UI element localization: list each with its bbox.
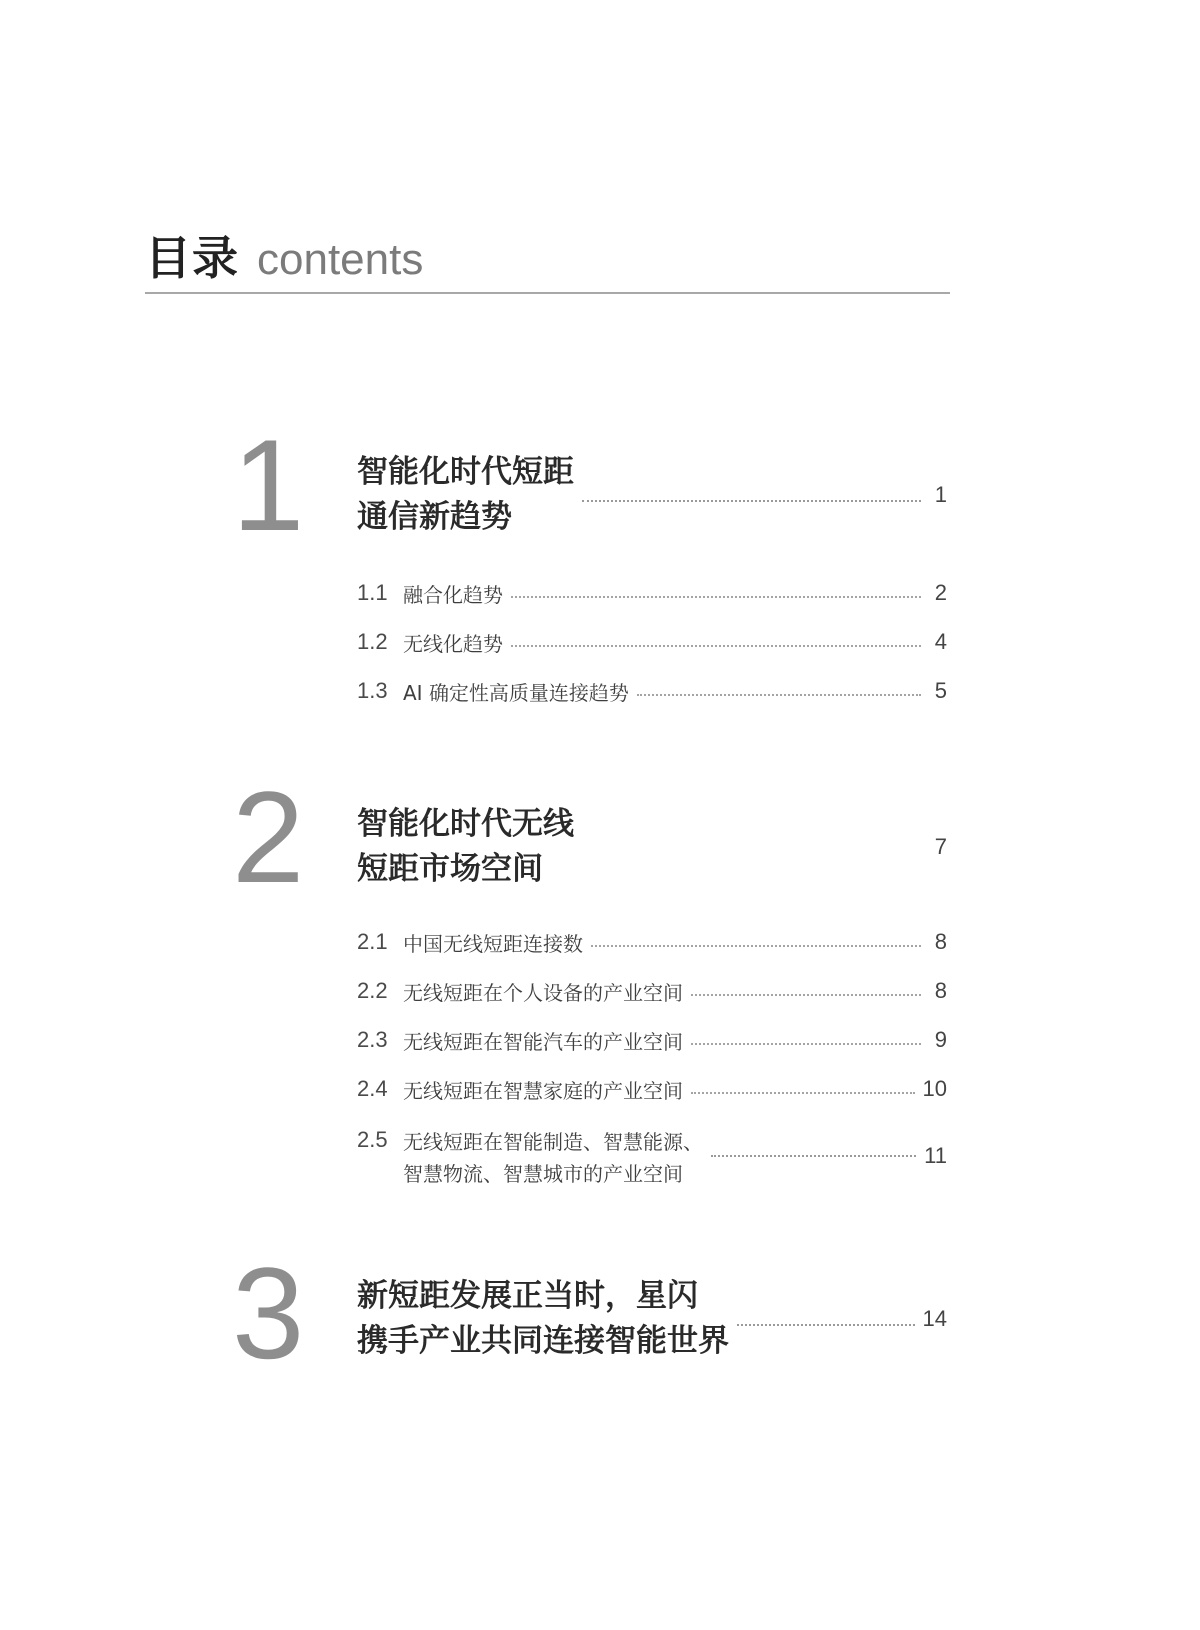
section-title: 中国无线短距连接数 bbox=[403, 931, 583, 956]
page-number: 8 bbox=[934, 978, 947, 1003]
chapter-title[interactable] bbox=[357, 802, 574, 892]
page-title bbox=[145, 222, 950, 288]
section-number: 2.5 bbox=[357, 1127, 388, 1152]
page-number: 1 bbox=[934, 482, 947, 507]
toc-entry-2-2[interactable] bbox=[357, 976, 947, 1006]
section-title-line2: 智慧物流、智慧城市的产业空间 bbox=[403, 1161, 683, 1186]
chapter-title-line1: 新短距发展正当时，星闪 bbox=[357, 1278, 698, 1314]
page-number: 7 bbox=[934, 834, 947, 859]
dot-leader bbox=[711, 1155, 916, 1157]
dot-leader bbox=[691, 1043, 921, 1045]
chapter-number: 1 bbox=[232, 412, 305, 558]
chapter-title-line1: 智能化时代无线 bbox=[357, 806, 574, 842]
chapter-number: 2 bbox=[232, 764, 305, 910]
toc-entry-2-3[interactable] bbox=[357, 1025, 947, 1055]
page-number: 9 bbox=[934, 1027, 947, 1052]
page-number: 8 bbox=[934, 929, 947, 954]
section-number: 1.2 bbox=[357, 629, 388, 654]
dot-leader bbox=[591, 945, 921, 947]
section-line-1 bbox=[357, 1124, 703, 1156]
section-title-line1: 无线短距在智能制造、智慧能源、 bbox=[403, 1129, 703, 1154]
toc-header bbox=[145, 222, 950, 288]
toc-entry-2-4[interactable] bbox=[357, 1074, 947, 1104]
toc-entry-1-2[interactable] bbox=[357, 627, 947, 657]
toc-entry-2-5[interactable] bbox=[357, 1124, 947, 1188]
toc-entry-1-3[interactable] bbox=[357, 676, 947, 706]
page-number: 14 bbox=[922, 1306, 947, 1331]
section-number: 2.2 bbox=[357, 978, 388, 1003]
section-number: 1.1 bbox=[357, 580, 388, 605]
chapter-title-row[interactable] bbox=[357, 450, 947, 540]
section-number: 2.3 bbox=[357, 1027, 388, 1052]
section-number: 2.1 bbox=[357, 929, 388, 954]
chapter-title-row[interactable] bbox=[357, 802, 947, 892]
chapter-title-line2: 短距市场空间 bbox=[357, 851, 543, 887]
section-title-lines bbox=[357, 1124, 703, 1188]
dot-leader bbox=[637, 694, 921, 696]
chapter-title-line2: 通信新趋势 bbox=[357, 499, 512, 535]
chapter-title[interactable] bbox=[357, 1274, 729, 1364]
section-title: 无线短距在个人设备的产业空间 bbox=[403, 980, 683, 1005]
page-number: 11 bbox=[924, 1143, 947, 1168]
chapter-title-line2: 携手产业共同连接智能世界 bbox=[357, 1323, 729, 1359]
section-title: 无线短距在智能汽车的产业空间 bbox=[403, 1029, 683, 1054]
dot-leader bbox=[691, 994, 921, 996]
chapter-title-row[interactable] bbox=[357, 1274, 947, 1364]
title-english: contents bbox=[257, 235, 424, 284]
chapter-title-line1: 智能化时代短距 bbox=[357, 454, 574, 490]
dot-leader bbox=[511, 645, 921, 647]
dot-leader bbox=[737, 1324, 915, 1326]
section-title: 无线化趋势 bbox=[403, 631, 503, 656]
page-number: 2 bbox=[934, 580, 947, 605]
section-number: 1.3 bbox=[357, 678, 388, 703]
dot-leader bbox=[582, 500, 921, 502]
header-divider bbox=[145, 292, 950, 294]
section-title: 无线短距在智慧家庭的产业空间 bbox=[403, 1078, 683, 1103]
page-number: 4 bbox=[934, 629, 947, 654]
section-title: 融合化趋势 bbox=[403, 582, 503, 607]
chapter-number: 3 bbox=[232, 1240, 305, 1386]
dot-leader bbox=[511, 596, 921, 598]
toc-entry-1-1[interactable] bbox=[357, 578, 947, 608]
section-line-2 bbox=[357, 1156, 703, 1188]
dot-leader bbox=[691, 1092, 915, 1094]
toc-entry-2-1[interactable] bbox=[357, 927, 947, 957]
chapter-title[interactable] bbox=[357, 450, 574, 540]
section-title: AI 确定性高质量连接趋势 bbox=[403, 680, 629, 705]
title-chinese: 目录 bbox=[145, 231, 239, 285]
section-number: 2.4 bbox=[357, 1076, 388, 1101]
page-number: 10 bbox=[922, 1076, 947, 1101]
page-number: 5 bbox=[934, 678, 947, 703]
